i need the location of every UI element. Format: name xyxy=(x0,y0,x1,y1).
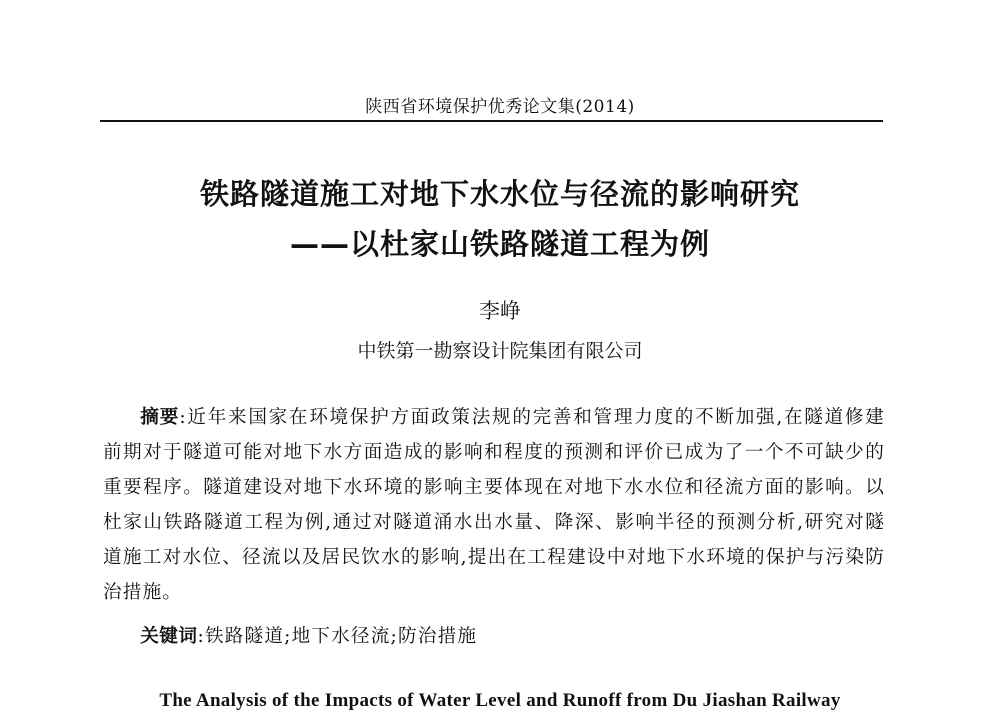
author-name: 李峥 xyxy=(479,299,521,323)
abstract-paragraph xyxy=(103,400,885,610)
keywords-text: 铁路隧道;地下水径流;防治措施 xyxy=(204,626,478,647)
running-header: 陕西省环境保护优秀论文集(2014) xyxy=(365,97,635,117)
header-rule xyxy=(100,120,883,122)
author-affiliation: 中铁第一勘察设计院集团有限公司 xyxy=(357,340,643,362)
title-line-2: ——以杜家山铁路隧道工程为例 xyxy=(289,227,710,261)
keywords-label: 关键词 xyxy=(140,626,198,647)
english-title: The Analysis of the Impacts of Water Level and Runoff from Du Jiashan Railway xyxy=(159,690,841,711)
keywords-separator: : xyxy=(197,626,205,647)
abstract-separator: : xyxy=(179,407,187,428)
title-line-1: 铁路隧道施工对地下水水位与径流的影响研究 xyxy=(199,177,800,211)
abstract-text: 近年来国家在环境保护方面政策法规的完善和管理力度的不断加强,在隧道修建前期对于隧道可能对地下水方面造成的影响和程度的预测和评价已成为了一个不可缺少的重要程序。隧道建设对地下水环境的影响主要体现在对地下水水位和径流方面的影响。以杜家山铁路隧道工程为例,通过对隧道涌水出水量、降深、影响半径的预测分析,研究对隧道施工对水位、径流以及居民饮水的影响,提出在工程建设中对地下水环境的保护与污染防治措施。 xyxy=(103,407,885,603)
keywords-line xyxy=(103,622,885,652)
abstract-label: 摘要 xyxy=(140,407,180,428)
